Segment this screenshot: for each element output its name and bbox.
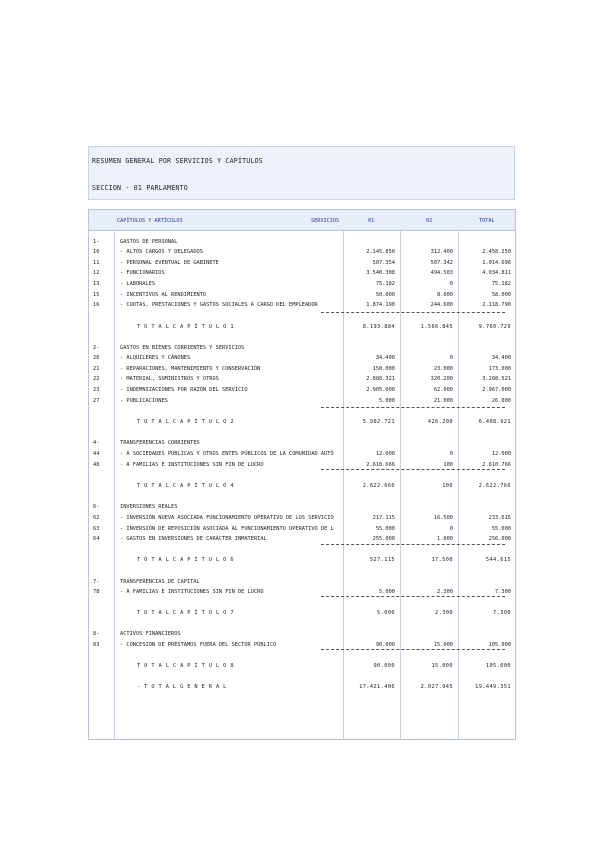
table-row (89, 502, 517, 512)
row-description: - A SOCIEDADES PÚBLICAS Y OTROS ENTES PÚBLICOS DE LA COMUNIDAD AUTÓ (120, 451, 334, 457)
table-row (89, 279, 517, 289)
value-total: 173.000 (488, 366, 511, 372)
row-code: 13 (93, 281, 100, 287)
table-row (89, 343, 517, 353)
col-02: 02 (426, 218, 433, 224)
row-code: 10 (93, 249, 100, 255)
row-description: - CONCESIÓN DE PRÉSTAMOS FUERA DEL SECTOR PÚBLICO (120, 642, 277, 648)
row-description: - A FAMILIAS E INSTITUCIONES SIN FIN DE LUCRO (120, 589, 264, 595)
value-total: 58.000 (491, 292, 511, 298)
row-description: T O T A L C A P Í T U L O 6 (137, 557, 234, 563)
row-description: - INDEMNIZACIONES POR RAZÓN DEL SERVICIO (120, 387, 248, 393)
value-service-02: 100 (442, 483, 453, 489)
value-service-01: 17.421.406 (359, 684, 395, 690)
row-code: 15 (93, 292, 100, 298)
value-service-01: 5.000 (379, 398, 395, 404)
row-description: - CUOTAS, PRESTACIONES Y GASTOS SOCIALES A CARGO DEL EMPLEADOR (120, 302, 318, 308)
row-description: - INVERSIÓN DE REPOSICIÓN ASOCIADA AL FUNCIONAMIENTO OPERATIVO DE L (120, 526, 334, 532)
row-description: T O T A L C A P Í T U L O 8 (137, 663, 234, 669)
table-row (89, 385, 517, 395)
row-code: 27 (93, 398, 100, 404)
chapter-total-row (89, 417, 517, 427)
value-service-01: 75.182 (375, 281, 395, 287)
table-row (89, 513, 517, 523)
value-service-02: 23.000 (433, 366, 453, 372)
table-row (89, 449, 517, 459)
row-code: 64 (93, 536, 100, 542)
value-total: 6.408.921 (478, 419, 511, 425)
row-description: - INVERSIÓN NUEVA ASOCIADA FUNCIONAMIENTO OPERATIVO DE LOS SERVICIO (120, 515, 334, 521)
col-total: TOTAL (479, 218, 495, 224)
subtotal-separator (321, 312, 505, 313)
row-description: - GASTOS EN INVERSIONES DE CARÁCTER INMATERIAL (120, 536, 267, 542)
value-service-02: 15.000 (433, 642, 453, 648)
value-service-02: 244.600 (430, 302, 453, 308)
value-service-02: 15.000 (431, 663, 453, 669)
value-service-01: 507.354 (372, 260, 395, 266)
row-code: 21 (93, 366, 100, 372)
row-code: 83 (93, 642, 100, 648)
value-service-01: 90.000 (373, 663, 395, 669)
chapter-total-row (89, 322, 517, 332)
value-total: 256.000 (488, 536, 511, 542)
row-description: - T O T A L G E N E R A L (137, 684, 227, 690)
value-service-02: 0 (449, 451, 453, 457)
value-service-01: 150.000 (372, 366, 395, 372)
row-code: 78 (93, 589, 100, 595)
value-service-02: 320.200 (430, 376, 453, 382)
value-service-02: 2.027.945 (420, 684, 453, 690)
row-code: 6- (93, 504, 100, 510)
subtotal-separator (321, 469, 505, 470)
table-row (89, 524, 517, 534)
value-service-02: 0 (449, 526, 453, 532)
chapter-total-row (89, 661, 517, 671)
row-code: 8- (93, 631, 100, 637)
value-service-01: 255.000 (372, 536, 395, 542)
table-row (89, 396, 517, 406)
row-code: 11 (93, 260, 100, 266)
row-description: - INCENTIVOS AL RENDIMIENTO (120, 292, 207, 298)
value-total: 34.400 (491, 355, 511, 361)
table-row (89, 364, 517, 374)
value-service-01: 3.540.308 (366, 270, 395, 276)
value-service-02: 8.000 (437, 292, 453, 298)
chapter-total-row (89, 608, 517, 618)
value-total: 2.622.766 (478, 483, 511, 489)
value-total: 2.458.250 (482, 249, 511, 255)
row-description: - ALQUILERES Y CÁNONES (120, 355, 191, 361)
value-total: 7.300 (495, 589, 511, 595)
subtotal-separator (321, 407, 505, 408)
value-service-02: 2.300 (435, 610, 453, 616)
section-title: SECCION - 01 PARLAMENTO (92, 184, 188, 192)
table-row (89, 438, 517, 448)
row-description: - FUNCIONARIOS (120, 270, 165, 276)
table-row (89, 374, 517, 384)
value-service-01: 5.000 (377, 610, 395, 616)
value-service-02: 507.342 (430, 260, 453, 266)
row-code: 7- (93, 579, 100, 585)
row-code: 23 (93, 387, 100, 393)
value-service-01: 12.000 (375, 451, 395, 457)
value-total: 2.118.790 (482, 302, 511, 308)
row-description: TRANSFERENCIAS CORRIENTES (120, 440, 200, 446)
value-total: 544.615 (485, 557, 511, 563)
value-total: 1.014.696 (482, 260, 511, 266)
value-service-01: 2.905.000 (366, 387, 395, 393)
col-chapters: CAPÍTULOS Y ARTÍCULOS (117, 218, 183, 224)
value-total: 2.610.766 (482, 462, 511, 468)
value-service-01: 1.874.190 (366, 302, 395, 308)
table-row (89, 237, 517, 247)
table-row (89, 300, 517, 310)
row-description: ACTIVOS FINANCIEROS (120, 631, 181, 637)
table-row (89, 629, 517, 639)
row-description: T O T A L C A P Í T U L O 7 (137, 610, 234, 616)
value-service-02: 21.000 (433, 398, 453, 404)
value-total: 12.000 (491, 451, 511, 457)
value-total: 55.000 (491, 526, 511, 532)
table-row (89, 353, 517, 363)
value-total: 19.449.351 (475, 684, 511, 690)
value-service-01: 55.000 (375, 526, 395, 532)
row-description: - ALTOS CARGOS Y DELEGADOS (120, 249, 203, 255)
row-description: TRANSFERENCIAS DE CAPITAL (120, 579, 200, 585)
table-row (89, 268, 517, 278)
row-description: - LABORALES (120, 281, 156, 287)
row-description: GASTOS DE PERSONAL (120, 239, 178, 245)
row-code: 20 (93, 355, 100, 361)
value-service-02: 17.500 (431, 557, 453, 563)
value-service-02: 100 (443, 462, 453, 468)
row-description: - A FAMILIAS E INSTITUCIONES SIN FIN DE LUCRO (120, 462, 264, 468)
row-code: 16 (93, 302, 100, 308)
col-services: SERVICIOS (311, 218, 340, 224)
table-header (89, 210, 515, 231)
row-code: 63 (93, 526, 100, 532)
value-service-02: 312.400 (430, 249, 453, 255)
value-total: 105.000 (485, 663, 511, 669)
subtotal-separator (321, 649, 505, 650)
row-code: 12 (93, 270, 100, 276)
row-description: T O T A L C A P Í T U L O 2 (137, 419, 234, 425)
row-code: 4- (93, 440, 100, 446)
value-service-02: 1.000 (437, 536, 453, 542)
row-description: - REPARACIONES, MANTENIMIENTO Y CONSERVACIÓN (120, 366, 261, 372)
grand-total-row (89, 682, 517, 692)
value-total: 7.300 (493, 610, 511, 616)
row-code: 44 (93, 451, 100, 457)
row-code: 62 (93, 515, 100, 521)
summary-table (88, 209, 516, 740)
value-total: 9.760.729 (478, 324, 511, 330)
value-total: 75.182 (491, 281, 511, 287)
value-total: 2.967.000 (482, 387, 511, 393)
chapter-total-row (89, 555, 517, 565)
value-service-01: 2.622.666 (362, 483, 395, 489)
value-service-01: 2.610.666 (366, 462, 395, 468)
col-01: 01 (368, 218, 375, 224)
value-service-01: 217.115 (372, 515, 395, 521)
row-description: T O T A L C A P Í T U L O 1 (137, 324, 234, 330)
value-total: 233.615 (488, 515, 511, 521)
value-total: 4.034.811 (482, 270, 511, 276)
value-service-02: 62.000 (433, 387, 453, 393)
value-service-02: 2.300 (437, 589, 453, 595)
table-row (89, 534, 517, 544)
value-service-01: 8.193.884 (362, 324, 395, 330)
subtotal-separator (321, 544, 505, 545)
value-service-01: 527.115 (369, 557, 395, 563)
row-description: - MATERIAL, SUMINISTROS Y OTROS (120, 376, 219, 382)
table-row (89, 258, 517, 268)
table-row (89, 290, 517, 300)
row-description: - PERSONAL EVENTUAL DE GABINETE (120, 260, 219, 266)
value-service-02: 426.200 (427, 419, 453, 425)
row-code: 48 (93, 462, 100, 468)
value-total: 3.208.521 (482, 376, 511, 382)
row-code: 2- (93, 345, 100, 351)
value-service-02: 1.566.845 (420, 324, 453, 330)
value-service-01: 2.145.850 (366, 249, 395, 255)
row-description: GASTOS EN BIENES CORRIENTES Y SERVICIOS (120, 345, 245, 351)
report-title: RESUMEN GENERAL POR SERVICIOS Y CAPÍTULOS (92, 157, 263, 165)
value-service-01: 5.000 (379, 589, 395, 595)
row-description: - PUBLICACIONES (120, 398, 168, 404)
row-code: 1- (93, 239, 100, 245)
value-service-02: 0 (449, 281, 453, 287)
row-code: 22 (93, 376, 100, 382)
value-service-02: 0 (449, 355, 453, 361)
report-header (88, 146, 515, 200)
row-description: INVERSIONES REALES (120, 504, 178, 510)
value-service-02: 494.503 (430, 270, 453, 276)
value-service-01: 50.000 (375, 292, 395, 298)
table-row (89, 577, 517, 587)
value-service-01: 2.888.321 (366, 376, 395, 382)
value-total: 26.000 (491, 398, 511, 404)
subtotal-separator (321, 596, 505, 597)
value-service-01: 5.982.721 (362, 419, 395, 425)
value-service-01: 34.400 (375, 355, 395, 361)
table-row (89, 247, 517, 257)
value-service-01: 90.000 (375, 642, 395, 648)
value-service-02: 16.500 (433, 515, 453, 521)
row-description: T O T A L C A P Í T U L O 4 (137, 483, 234, 489)
value-total: 105.000 (488, 642, 511, 648)
chapter-total-row (89, 481, 517, 491)
